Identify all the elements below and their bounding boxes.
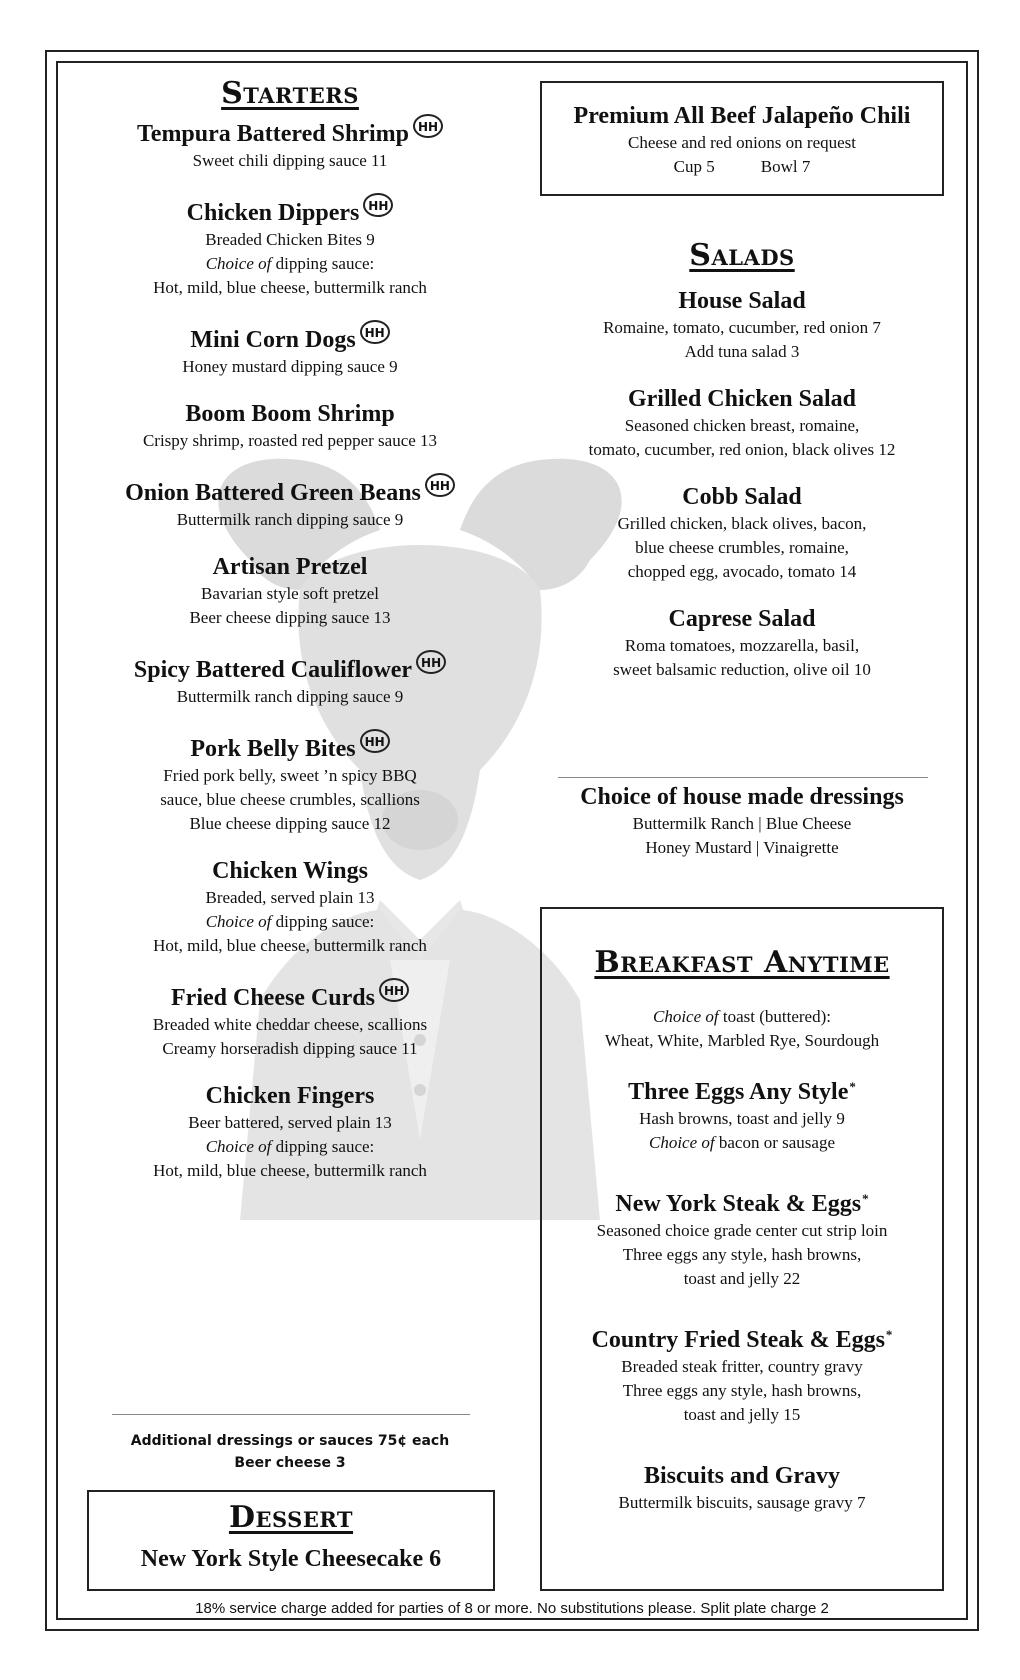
choice-of-rest: bacon or sausage — [714, 1133, 835, 1152]
salad-item-name — [540, 384, 944, 414]
happy-hour-icon: HH — [425, 473, 455, 497]
raw-consumption-star-icon: * — [862, 1191, 869, 1206]
extras-note-line-1: Additional dressings or sauces 75¢ each — [130, 1433, 450, 1449]
chili-prices — [542, 155, 942, 179]
breakfast-item-name — [542, 1325, 942, 1355]
starter-item — [90, 399, 490, 453]
starter-item-name — [90, 650, 490, 685]
starter-item-title: Chicken Fingers — [205, 1083, 375, 1109]
salads-divider — [558, 777, 928, 778]
breakfast-item-name — [542, 1077, 942, 1107]
starter-item-desc: Honey mustard dipping sauce 9 — [182, 357, 398, 376]
starter-item — [90, 473, 490, 532]
starter-item-desc: Breaded Chicken Bites 9 — [205, 230, 375, 249]
salad-item-desc: Grilled chicken, black olives, bacon, — [617, 514, 867, 533]
salad-item-desc: blue cheese crumbles, romaine, — [635, 538, 849, 557]
salad-item — [540, 384, 944, 462]
starter-item-desc: Blue cheese dipping sauce 12 — [189, 814, 391, 833]
chili-description: Cheese and red onions on request — [627, 133, 857, 152]
salad-item-title: House Salad — [678, 288, 806, 314]
toast-choice-rest: toast (buttered): — [718, 1007, 831, 1026]
breakfast-item-title: Biscuits and Gravy — [643, 1463, 841, 1489]
salad-item-name — [540, 286, 944, 316]
salad-item-desc: sweet balsamic reduction, olive oil 10 — [613, 660, 871, 679]
starter-item — [90, 978, 490, 1061]
breakfast-item-title: Country Fried Steak & Eggs — [591, 1327, 885, 1353]
toast-choice-label: Choice of — [653, 1007, 719, 1026]
starter-item-name — [90, 856, 490, 886]
breakfast-item-desc: Buttermilk biscuits, sausage gravy 7 — [618, 1493, 866, 1512]
dressings-title: Choice of house made dressings — [580, 784, 904, 810]
starter-item-desc: Breaded white cheddar cheese, scallions — [152, 1015, 428, 1034]
starter-item — [90, 856, 490, 958]
salad-item — [540, 604, 944, 682]
starter-item-options: Hot, mild, blue cheese, buttermilk ranch — [153, 278, 427, 297]
salad-item-desc: Romaine, tomato, cucumber, red onion 7 — [603, 318, 881, 337]
choice-of-label: Choice of — [205, 1137, 272, 1156]
starter-item-title: Mini Corn Dogs — [190, 327, 356, 353]
breakfast-item-desc: toast and jelly 22 — [683, 1269, 801, 1288]
breakfast-item-desc: Three eggs any style, hash browns, — [622, 1381, 862, 1400]
raw-consumption-star-icon: * — [849, 1079, 856, 1094]
starter-item-name — [90, 193, 490, 228]
starter-item-name — [90, 729, 490, 764]
choice-of-rest: dipping sauce: — [271, 254, 375, 273]
breakfast-item-title: New York Steak & Eggs — [615, 1191, 862, 1217]
starter-item-title: Spicy Battered Cauliflower — [133, 657, 413, 683]
choice-of-rest: dipping sauce: — [271, 912, 375, 931]
starter-item-title: Chicken Wings — [212, 858, 368, 884]
salad-item-name — [540, 482, 944, 512]
breakfast-item-desc: Seasoned choice grade center cut strip loin — [596, 1221, 888, 1240]
service-charge-footer: 18% service charge added for parties of 8 or more. No substitutions please. Split plate charge 2 — [195, 1600, 829, 1617]
starter-item-title: Fried Cheese Curds — [171, 985, 375, 1011]
dressings-line-2: Honey Mustard | Vinaigrette — [645, 838, 839, 857]
starter-item-choice — [90, 1135, 490, 1159]
chili-bowl-price: Bowl 7 — [760, 157, 811, 176]
starter-item-options: Hot, mild, blue cheese, buttermilk ranch — [153, 936, 427, 955]
salad-item-title: Caprese Salad — [668, 606, 816, 632]
starter-item-desc: Creamy horseradish dipping sauce 11 — [162, 1039, 418, 1058]
starter-item-name — [90, 399, 490, 429]
breakfast-item-desc: Breaded steak fritter, country gravy — [621, 1357, 863, 1376]
toast-options: Wheat, White, Marbled Rye, Sourdough — [604, 1031, 880, 1050]
starter-item-desc: Sweet chili dipping sauce 11 — [192, 151, 388, 170]
breakfast-item-choice — [542, 1131, 942, 1155]
dessert-box — [87, 1490, 495, 1591]
chili-cup-price: Cup 5 — [673, 157, 715, 176]
choice-of-label: Choice of — [648, 1133, 715, 1152]
breakfast-box — [540, 907, 944, 1591]
starter-item-title: Tempura Battered Shrimp — [136, 121, 409, 147]
starter-item-title: Onion Battered Green Beans — [125, 480, 421, 506]
starter-item — [90, 1081, 490, 1183]
breakfast-heading: Breakfast Anytime — [594, 945, 890, 980]
breakfast-item-title: Three Eggs Any Style — [628, 1079, 849, 1105]
starter-item — [90, 114, 490, 173]
salad-item-desc: chopped egg, avocado, tomato 14 — [627, 562, 857, 581]
toast-choice-line — [542, 1005, 942, 1029]
chili-name: Premium All Beef Jalapeño Chili — [573, 103, 911, 129]
dessert-item: New York Style Cheesecake 6 — [140, 1546, 442, 1572]
starter-item — [90, 320, 490, 379]
starter-item-desc: Breaded, served plain 13 — [205, 888, 375, 907]
salads-heading: Salads — [689, 238, 795, 273]
breakfast-item — [542, 1461, 942, 1515]
breakfast-item-name — [542, 1189, 942, 1219]
starters-heading: Starters — [221, 76, 359, 111]
dressings-block — [540, 782, 944, 860]
happy-hour-icon: HH — [363, 193, 393, 217]
starter-item-desc: sauce, blue cheese crumbles, scallions — [160, 790, 420, 809]
starter-item-desc: Buttermilk ranch dipping sauce 9 — [176, 510, 404, 529]
salad-item-title: Grilled Chicken Salad — [627, 386, 857, 412]
salad-item-desc: Roma tomatoes, mozzarella, basil, — [624, 636, 860, 655]
choice-of-label: Choice of — [205, 912, 272, 931]
starter-item — [90, 552, 490, 630]
starter-item-desc: Fried pork belly, sweet ’n spicy BBQ — [163, 766, 417, 785]
salad-item-desc: tomato, cucumber, red onion, black olives 12 — [588, 440, 896, 459]
dressings-line-1: Buttermilk Ranch | Blue Cheese — [632, 814, 852, 833]
starter-item-title: Chicken Dippers — [186, 200, 360, 226]
starter-item-name — [90, 552, 490, 582]
salads-column — [540, 238, 944, 682]
happy-hour-icon: HH — [413, 114, 443, 138]
starter-item — [90, 650, 490, 709]
starters-column — [90, 76, 490, 1183]
starter-item-desc: Buttermilk ranch dipping sauce 9 — [176, 687, 404, 706]
starter-item-name — [90, 320, 490, 355]
starter-item-title: Artisan Pretzel — [212, 554, 368, 580]
happy-hour-icon: HH — [379, 978, 409, 1002]
starters-list — [90, 114, 490, 1183]
starter-item — [90, 193, 490, 300]
starter-item-title: Pork Belly Bites — [190, 736, 356, 762]
raw-consumption-star-icon: * — [885, 1327, 893, 1342]
starter-item-choice — [90, 910, 490, 934]
salad-item — [540, 286, 944, 364]
choice-of-label: Choice of — [205, 254, 272, 273]
starter-item-name — [90, 114, 490, 149]
salad-item-name — [540, 604, 944, 634]
starter-item-choice — [90, 252, 490, 276]
starters-divider — [112, 1414, 470, 1415]
starter-item-desc: Beer battered, served plain 13 — [188, 1113, 392, 1132]
happy-hour-icon: HH — [360, 320, 390, 344]
extras-note — [90, 1430, 490, 1474]
breakfast-item-name — [542, 1461, 942, 1491]
breakfast-item — [542, 1189, 942, 1291]
salads-list — [540, 286, 944, 682]
happy-hour-icon: HH — [360, 729, 390, 753]
salad-item-desc: Seasoned chicken breast, romaine, — [624, 416, 860, 435]
dessert-heading: Dessert — [228, 1500, 354, 1535]
breakfast-item — [542, 1325, 942, 1427]
happy-hour-icon: HH — [416, 650, 446, 674]
starter-item — [90, 729, 490, 836]
breakfast-item — [542, 1077, 942, 1155]
choice-of-rest: dipping sauce: — [271, 1137, 375, 1156]
salad-item-title: Cobb Salad — [682, 484, 802, 510]
starter-item-title: Boom Boom Shrimp — [185, 401, 395, 427]
starter-item-name — [90, 1081, 490, 1111]
breakfast-item-desc: Hash browns, toast and jelly 9 — [639, 1109, 845, 1128]
starter-item-desc: Bavarian style soft pretzel — [201, 584, 379, 603]
breakfast-list — [542, 1077, 942, 1515]
starter-item-name — [90, 473, 490, 508]
extras-note-line-2: Beer cheese 3 — [234, 1455, 346, 1471]
starter-item-name — [90, 978, 490, 1013]
salad-item — [540, 482, 944, 584]
starter-item-desc: Beer cheese dipping sauce 13 — [189, 608, 391, 627]
salad-item-desc: Add tuna salad 3 — [684, 342, 800, 361]
breakfast-item-desc: Three eggs any style, hash browns, — [622, 1245, 862, 1264]
starter-item-options: Hot, mild, blue cheese, buttermilk ranch — [153, 1161, 427, 1180]
breakfast-item-desc: toast and jelly 15 — [683, 1405, 801, 1424]
chili-box — [540, 81, 944, 196]
starter-item-desc: Crispy shrimp, roasted red pepper sauce 13 — [142, 431, 438, 450]
